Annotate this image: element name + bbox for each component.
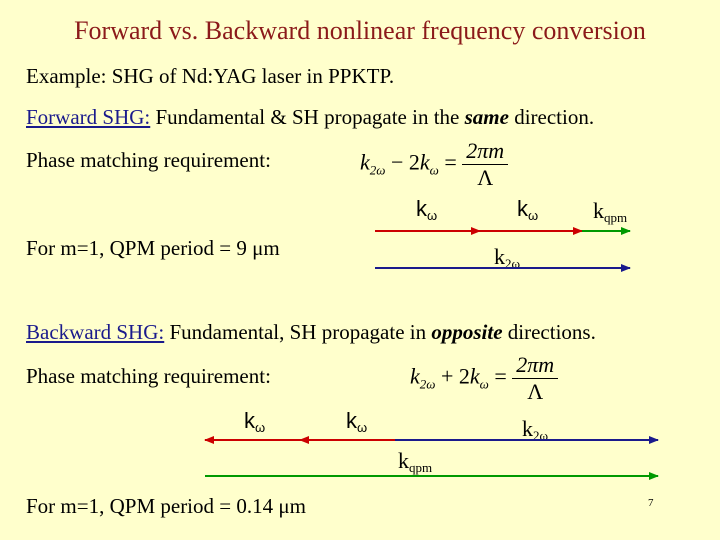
forward-heading: Forward SHG: <box>26 105 151 129</box>
backward-k-2omega-label: $k_{2\omega}$ <box>522 416 549 443</box>
backward-desc-2: directions. <box>502 320 596 344</box>
backward-k-qpm-label: $k_{qpm}$ <box>398 448 433 475</box>
slide-title: Forward vs. Backward nonlinear frequency conversion <box>74 16 646 45</box>
backward-k-omega-1-label: $k_\omega$ <box>244 408 266 435</box>
forward-equation: $k_{2\omega} - 2k_\omega$ = $\frac{2\pi m}{\Lambda}$ <box>360 138 508 191</box>
backward-phase-label: Phase matching requirement: <box>26 364 271 388</box>
backward-period-text: For m=1, QPM period = 0.14 μm <box>26 494 306 518</box>
forward-desc-2: direction. <box>508 105 595 129</box>
backward-heading: Backward SHG: <box>26 320 165 344</box>
example-text: Example: SHG of Nd:YAG laser in PPKTP. <box>26 64 395 88</box>
page-number: 7 <box>648 497 654 509</box>
forward-period-text: For m=1, QPM period = 9 μm <box>26 236 280 260</box>
forward-k-omega-1-label: $k_\omega$ <box>416 196 438 223</box>
backward-equation: $k_{2\omega} + 2k_\omega$ = $\frac{2\pi m}{\Lambda}$ <box>410 352 558 405</box>
forward-k-qpm-label: $k_{qpm}$ <box>593 198 628 225</box>
forward-k-omega-2-label: $k_\omega$ <box>517 196 539 223</box>
forward-desc-emph: same <box>464 105 509 129</box>
backward-desc-emph: opposite <box>431 320 503 344</box>
forward-k-2omega-label: $k_{2\omega}$ <box>494 244 521 271</box>
backward-k-omega-2-label: $k_\omega$ <box>346 408 368 435</box>
forward-phase-label: Phase matching requirement: <box>26 148 271 172</box>
backward-desc-1: Fundamental, SH propagate in <box>164 320 432 344</box>
forward-desc-1: Fundamental & SH propagate in the <box>150 105 465 129</box>
